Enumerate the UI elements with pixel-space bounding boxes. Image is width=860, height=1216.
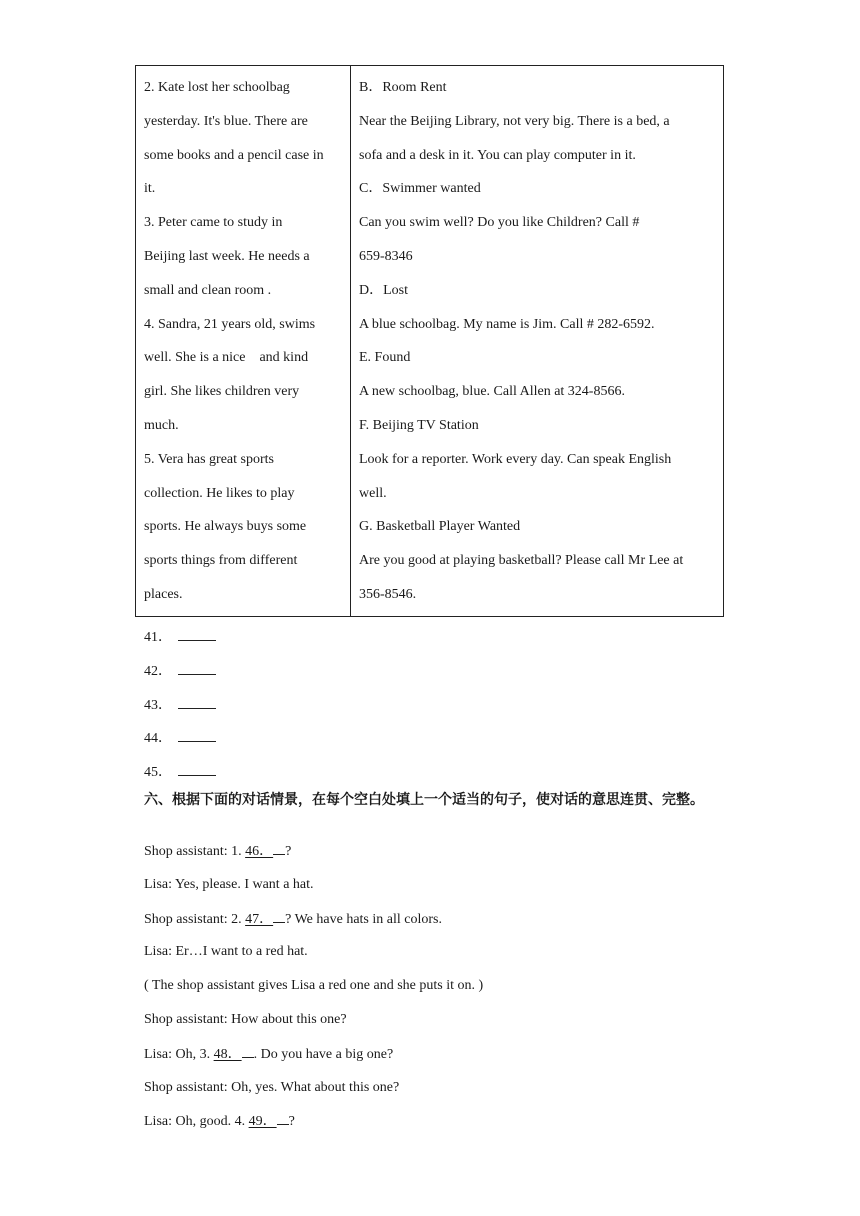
answer-number: 43． xyxy=(144,697,172,713)
description-line: 3. Peter came to study in xyxy=(144,215,283,231)
dialogue-text: Shop assistant: Oh, yes. What about this one? xyxy=(144,1079,400,1095)
dialogue-line xyxy=(144,840,483,874)
description-line: places. xyxy=(144,586,183,602)
ad-line: Are you good at playing basketball? Please call Mr Lee at xyxy=(359,553,684,569)
description-line: well. She is a nice and kind xyxy=(144,350,309,366)
answer-number: 44． xyxy=(144,731,172,747)
blank-underline xyxy=(273,908,285,923)
dialogue-blank[interactable]: 48． xyxy=(213,1046,242,1062)
dialogue-text: ? xyxy=(285,844,292,859)
ad-line: sofa and a desk in it. You can play computer in it. xyxy=(359,147,636,163)
dialogue-line xyxy=(144,874,483,908)
answer-blank[interactable] xyxy=(178,694,216,709)
dialogue-line xyxy=(144,941,483,975)
ad-line: A new schoolbag, blue. Call Allen at 324-8566. xyxy=(359,384,625,400)
ads-column xyxy=(351,66,723,616)
dialogue-line xyxy=(144,1077,483,1111)
ad-line: C．Swimmer wanted xyxy=(359,181,481,197)
dialogue-text: Lisa: Oh, 3. xyxy=(144,1046,214,1062)
dialogue-text: ? We have hats in all colors. xyxy=(285,911,442,927)
answer-blanks xyxy=(144,626,216,795)
dialogue-line xyxy=(144,1009,483,1043)
answer-blank[interactable] xyxy=(178,727,216,742)
ad-line: F. Beijing TV Station xyxy=(359,417,479,433)
description-line: small and clean room . xyxy=(144,282,272,298)
dialogue-text: Lisa: Yes, please. I want a hat. xyxy=(144,876,314,892)
description-line: girl. She likes children very xyxy=(144,384,300,400)
dialogue-text: Shop assistant: 1. xyxy=(144,844,246,859)
dialogue-text: Lisa: Er…I want to a red hat. xyxy=(144,944,308,960)
ad-line: G. Basketball Player Wanted xyxy=(359,519,521,535)
dialogue-blank[interactable]: 46． xyxy=(245,844,274,859)
description-line: sports things from different xyxy=(144,553,298,569)
ad-line: 659-8346 xyxy=(359,248,413,264)
dialogue-line xyxy=(144,908,483,942)
description-line: much. xyxy=(144,417,179,433)
description-line: 4. Sandra, 21 years old, swims xyxy=(144,316,316,332)
dialogue xyxy=(144,840,483,1144)
answer-row xyxy=(144,660,216,694)
ad-line: E. Found xyxy=(359,350,411,366)
ad-line: A blue schoolbag. My name is Jim. Call # 282-6592. xyxy=(359,316,655,332)
answer-row xyxy=(144,626,216,660)
answer-blank[interactable] xyxy=(178,761,216,776)
description-line: some books and a pencil case in xyxy=(144,147,324,163)
answer-row xyxy=(144,694,216,728)
ad-line: B．Room Rent xyxy=(359,80,447,95)
description-line: sports. He always buys some xyxy=(144,519,307,535)
matching-table xyxy=(135,65,724,617)
ad-line: well. xyxy=(359,485,387,501)
dialogue-text: . Do you have a big one? xyxy=(253,1046,394,1062)
answer-row xyxy=(144,727,216,761)
dialogue-text: Shop assistant: 2. xyxy=(144,911,246,927)
dialogue-line xyxy=(144,975,483,1009)
answer-number: 42． xyxy=(144,663,172,679)
ad-line: Look for a reporter. Work every day. Can speak English xyxy=(359,451,672,467)
description-line: collection. He likes to play xyxy=(144,485,295,501)
answer-number: 41． xyxy=(144,630,172,645)
ad-line: Can you swim well? Do you like Children? Call # xyxy=(359,215,640,231)
answer-number: 45． xyxy=(144,765,172,781)
description-line: 2. Kate lost her schoolbag xyxy=(144,80,290,95)
description-line: Beijing last week. He needs a xyxy=(144,248,310,264)
blank-underline xyxy=(273,840,285,855)
blank-underline xyxy=(277,1110,289,1125)
dialogue-line xyxy=(144,1110,483,1144)
dialogue-blank[interactable]: 49． xyxy=(248,1114,277,1130)
dialogue-text: Shop assistant: How about this one? xyxy=(144,1011,347,1027)
dialogue-blank[interactable]: 47． xyxy=(245,911,274,927)
ad-line: D．Lost xyxy=(359,282,408,298)
section-heading: 六、根据下面的对话情景，在每个空白处填上一个适当的句子，使对话的意思连贯、完整。 xyxy=(144,792,704,808)
dialogue-text: ( The shop assistant gives Lisa a red one and she puts it on. ) xyxy=(144,978,484,994)
ad-line: 356-8546. xyxy=(359,586,417,602)
description-line: it. xyxy=(144,181,156,197)
description-line: yesterday. It's blue. There are xyxy=(144,113,308,129)
dialogue-line xyxy=(144,1043,483,1077)
ad-line: Near the Beijing Library, not very big. There is a bed, a xyxy=(359,113,670,129)
blank-underline xyxy=(242,1043,254,1058)
dialogue-text: Lisa: Oh, good. 4. xyxy=(144,1114,249,1130)
answer-blank[interactable] xyxy=(178,660,216,675)
descriptions-column xyxy=(136,66,351,616)
dialogue-text: ? xyxy=(288,1114,295,1130)
description-line: 5. Vera has great sports xyxy=(144,451,274,467)
answer-blank[interactable] xyxy=(178,626,216,641)
